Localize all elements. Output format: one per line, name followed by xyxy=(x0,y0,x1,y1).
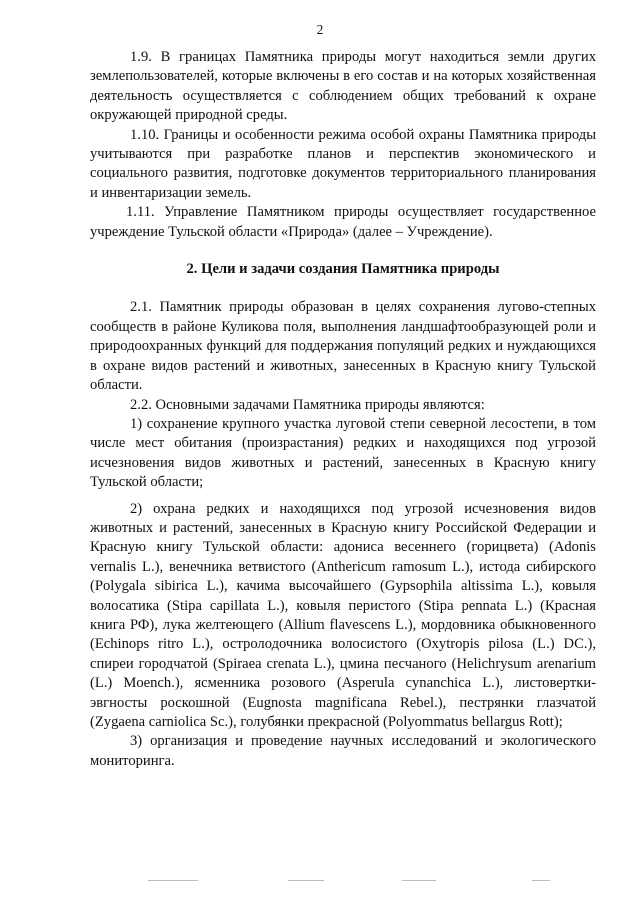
paragraph-1-9: 1.9. В границах Памятника природы могут находиться земли других землепользователей, которые включены в его состав и на которых хозяйственная деятельность осуществляется с соблюдением общих требований к охране окружающей природной среды. xyxy=(90,49,596,124)
task-item-3: 3) организация и проведение научных исследований и экологического мониторинга. xyxy=(90,733,596,769)
task-item-1: 1) сохранение крупного участка луговой степи северной лесостепи, в том числе мест обитания (произрастания) редких и находящихся под угрозой исчезновения видов животных и растений, занесенных в Красную книгу Тульской области; xyxy=(90,415,596,491)
scan-artifacts xyxy=(0,880,640,890)
section-2-heading: 2. Цели и задачи создания Памятника природы xyxy=(186,261,500,278)
paragraph-2-1: 2.1. Памятник природы образован в целях сохранения лугово-степных сообществ в районе Куликова поля, выполнения ландшафтообразующей роли и природоохранных функций для поддержания популяций редких и нуждающихся в охране видов растений и животных, занесенных в Красную книгу Тульской области. xyxy=(90,299,596,394)
task-item-2: 2) охрана редких и находящихся под угрозой исчезновения видов животных и растений, занесенных в Красную книгу Российской Федерации и Красную книгу Тульской области: адониса весеннего (горицвета) (Adonis vernalis L.), венечника ветвистого (Anthericum ramosum L.), истода сибирского (Polygala sibirica L.), качима высочайшего (Gypsophila altissima L.), ковыля волосатика (Stipa capillata L.), ковыля перистого (Stipa pennata L.) (Красная книга РФ), лука желтеющего (Allium flavescens L.), мордовника обыкновенного (Echinops ritro L.), остролодочника волосистого (Oxytropis pilosa (L.) DC.), спиреи городчатой (Spiraea crenata L.), цмина песчаного (Helichrysum arenarium (L.) Moench.), ясменника розового (Asperula cynanchica L.), листовертки-эвгносты роскошной (Eugnosta magnificana Rebel.), пестрянки глазчатой (Zygaena carniolica Sc.), голубянки прекрасной (Polyommatus bellargus Rott); xyxy=(90,500,596,730)
paragraph-1-10: 1.10. Границы и особенности режима особой охраны Памятника природы учитываются при разработке планов и перспектив экономического и социального развития, подготовке документов территориального планирования и инвентаризации земель. xyxy=(90,126,596,201)
page-number: 2 xyxy=(316,22,324,37)
paragraph-2-2: 2.2. Основными задачами Памятника природы являются: xyxy=(130,396,485,413)
document-body xyxy=(90,48,596,771)
paragraph-1-11: 1.11. Управление Памятником природы осуществляет государственное учреждение Тульской области «Природа» (далее – Учреждение). xyxy=(90,204,596,240)
